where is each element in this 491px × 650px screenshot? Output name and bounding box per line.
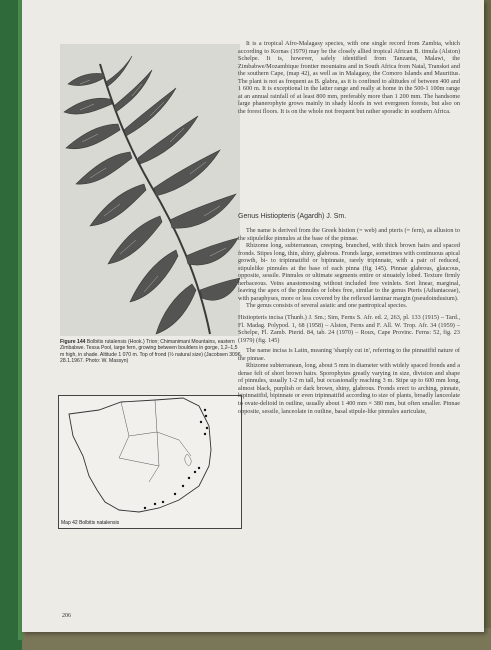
- genus-heading: Genus Histiopteris (Agardh) J. Sm.: [238, 213, 347, 220]
- page-number: 206: [62, 613, 71, 619]
- description-paragraph: Rhizome long, subterranean, creeping, branched, with thick brown hairs and spaced fronds. Stipes long, thin, shiny, glabrous. Fronds large, sometimes with continuous apical growth, bi- to tripinnatifid or bipinnate, rarely tripinnate, with a pair of reduced, stipulelike pinnules at the base of each pinna (fig 145). Pinnae glabrous, glaucous, opposite, sessile. Pinnules or ultimate segments entire or sinuately lobed. Texture firmly herbaceous. Veins anastomosing without included free veinlets. Sori linear, marginal, leaving the apex of the pinnules or lobes free, similar to the genus Pteris (Adiantaceae), with paraphyses, more or less covered by the reflexed laminar margin (pseudoindusium).: [238, 242, 460, 302]
- fern-photo: [60, 44, 240, 336]
- text-column-top: [238, 40, 460, 115]
- southern-africa-map: [59, 396, 241, 528]
- species-citation: Histiopteris incisa (Thunb.) J. Sm.; Sim, Ferns S. Afr. ed. 2, 263, pl. 133 (1915) – Tard., Fl. Madag. Polypod. 1, 68 (1958) – Alston, Ferns and F. All. W. Trop. Afr. 34 (1959) – Schelpe, Fl. Zamb. Pterid. 84, tab. 24 (1970) – Roux, Cape Provinc. Ferns: 52, fig. 23 (1979) (fig. 145): [238, 314, 460, 344]
- species-description-paragraph: Rhizome subterranean, long, about 5 mm in diameter with widely spaced fronds and a dense felt of short brown hairs. Sporophytes greatly varying in size, division and shape of pinnules, usually 1-2 m tall, but occasionally reaching 3 m. Stipe up to 600 mm long, almost black, purplish or dark brown, shiny, glabrous. Fronds erect to arching, pinnate, bipinnatifid, bipinnate or even tripinnatifid according to size of plants, broadly lanceolate to ovate-deltoid in outline, usually about 1 400 mm × 380 mm, but often smaller. Pinnae opposite, sessile, lanceolate in outline, basal stipule-like pinnules auriculate,: [238, 362, 460, 415]
- genus-species-paragraph: The genus consists of several asiatic and one pantropical species.: [246, 302, 408, 310]
- fern-frond-illustration: [60, 44, 240, 336]
- figure-caption-text: Bolbitis rutalensis (Hook.) Trion; Chimanimani Mountains, eastern Zimbabwe. Tessa Pool, large fern, growing between boulders in gorge, 1,2–1,5 m high, in shade. Altitude 1 070 m. Top of frond (½ natural size) (Jacobsen 3096, 28.1.1967. Photo: W. Massyn): [60, 339, 242, 365]
- species-etymology-paragraph: The name incisa is Latin, meaning 'sharply cut in', referring to the pinnatifid nature of the pinnae.: [238, 347, 460, 362]
- text-column-genus: [238, 227, 460, 415]
- map-caption: Map 42 Bolbitis natalensis: [61, 520, 120, 526]
- distribution-map: [58, 395, 242, 529]
- distribution-paragraph: It is a tropical Afro-Malagasy species, with one single record from Zambia, which according to Kornas (1979) may be the closely allied tropical African B. timula (Alston) Schelpe. It is, however, safely identified from Tanzania, Malawi, the Zimbabwe/Mozambique frontier mountains and in South Africa from Natal, Transkei and the southern Cape, (map 42), as well as in Malagasy, the Comoro Islands and Mauritius. The plant is not as frequent as B. glabra, as it is confined to altitudes of between 400 and 1 600 m. It is exceptional in the latter range and really at home in the 500-1 100m range at an annual rainfall of at least 800 mm, preferably more than 1 200 mm. The handsome large phanerophyte grows mainly in shady kloofs in wet evergreen forests, but also on the forest floors. It is on the whole not frequent but rather sporadic in southern Africa.: [238, 40, 460, 115]
- figure-caption-label: Figure 144: [60, 339, 86, 345]
- figure-caption: [60, 339, 242, 365]
- etymology-paragraph: The name is derived from the Greek histion (= web) and pteris (= fern), as allusion to the stipulelike pinnules at the base of the pinnae.: [238, 227, 460, 242]
